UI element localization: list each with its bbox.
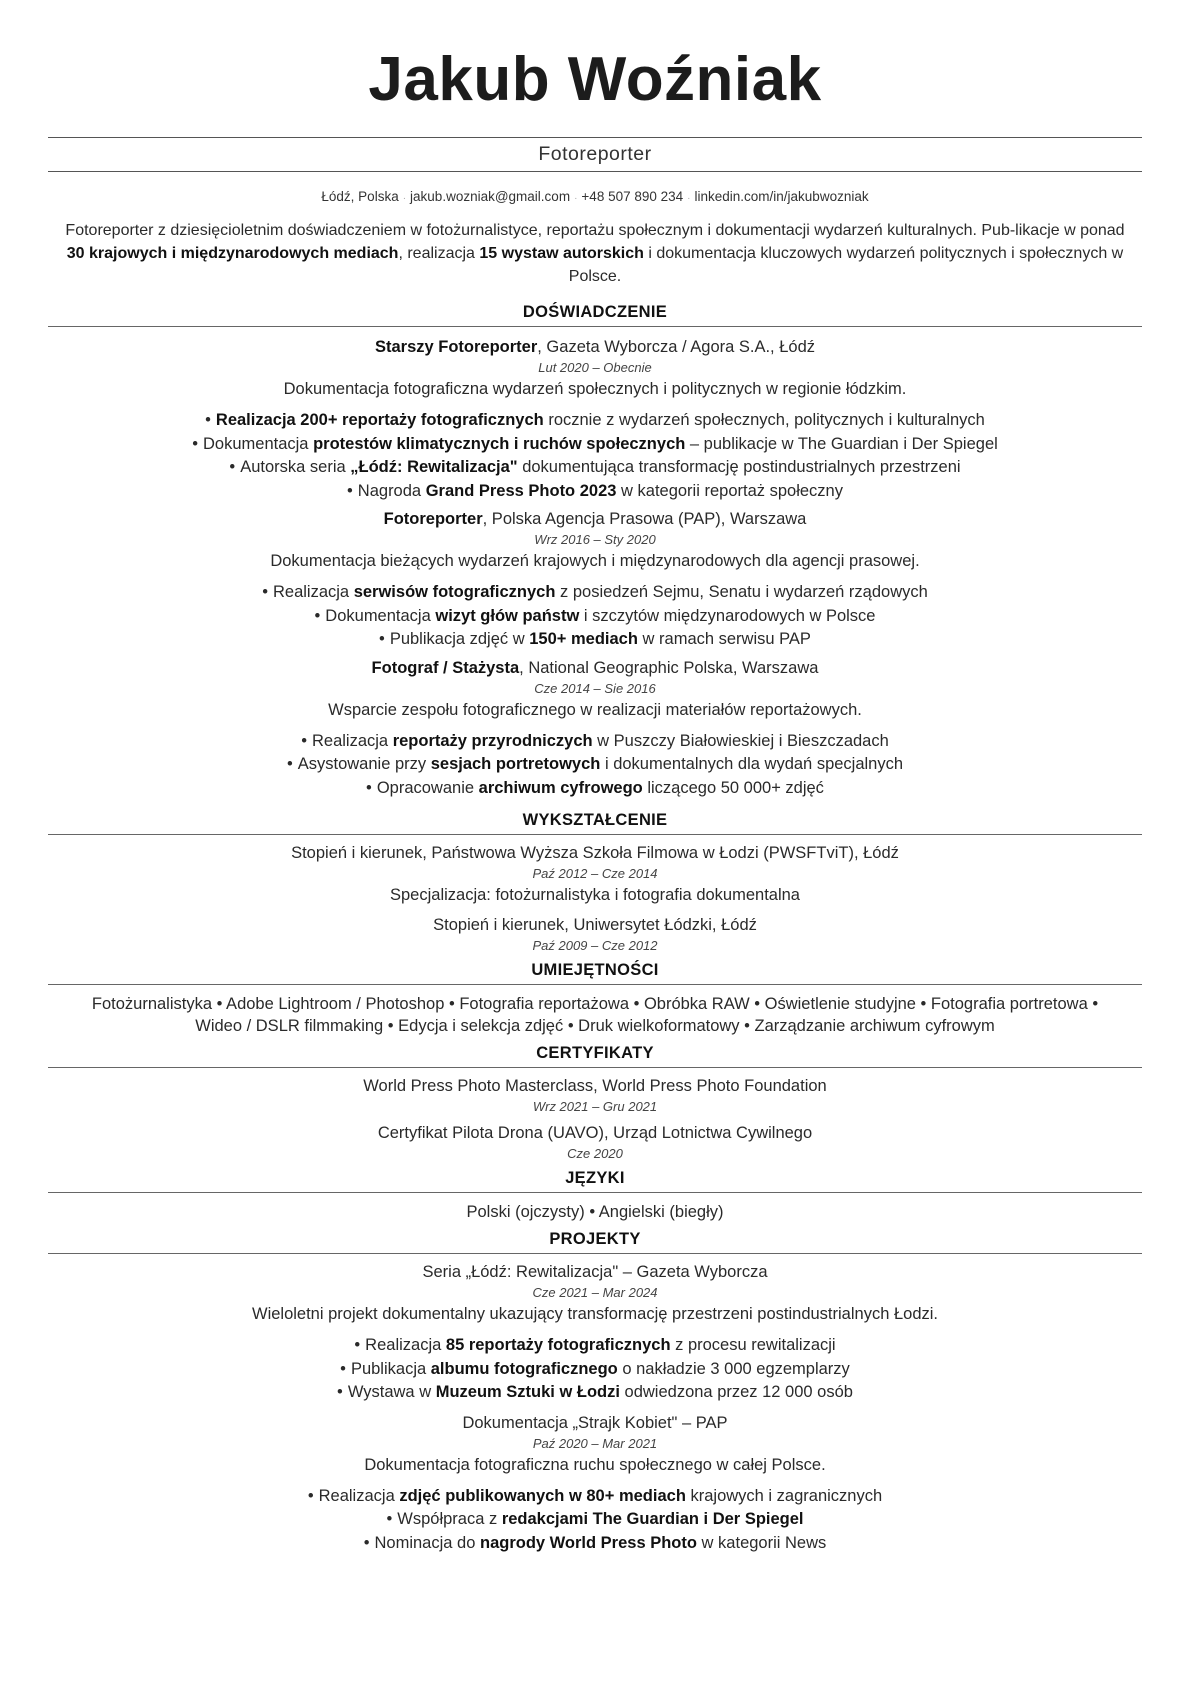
languages-list: Polski (ojczysty) • Angielski (biegły) [466,1203,724,1221]
cert-entry [48,1076,1142,1117]
experience-entry [48,337,1142,503]
summary-text: i dokumentacja kluczowych wydarzeń politycznych i społecznych w Polsce. [568,245,1124,285]
skills-line: Wideo / DSLR filmmaking • Edycja i selekcja zdjęć • Druk wielkoformatowy • Zarządzanie archiwum cyfrowym [195,1016,995,1035]
project-bullets [48,1334,1142,1405]
bullet-item: • Publikacja zdjęć w 150+ mediach w ramach serwisu PAP [48,628,1142,652]
person-name: Jakub Woźniak [368,45,822,114]
job-title: Fotoreporter [48,137,1142,172]
section-title-projects: PROJEKTY [48,1229,1142,1254]
experience-date: Cze 2014 – Sie 2016 [534,680,656,696]
cert-date: Wrz 2021 – Gru 2021 [532,1099,658,1114]
section-title-education: WYKSZTAŁCENIE [48,810,1142,835]
project-bullets [48,1485,1142,1556]
bullet-item: • Autorska seria „Łódź: Rewitalizacja" dokumentująca transformację postindustrialnych przestrzeni [48,456,1142,480]
contact-email[interactable]: jakub.wozniak@gmail.com [410,189,571,204]
summary-text: , realizacja [398,245,480,262]
experience-date: Wrz 2016 – Sty 2020 [534,532,656,547]
education-desc: Specjalizacja: fotożurnalistyka i fotografia dokumentalna [390,886,800,904]
bullet-item: • Asystowanie przy sesjach portretowych i dokumentalnych dla wydań specjalnych [48,753,1142,777]
bullet-item: • Współpraca z redakcjami The Guardian i Der Spiegel [48,1508,1142,1532]
bullet-item: • Realizacja zdjęć publikowanych w 80+ mediach krajowych i zagranicznych [48,1485,1142,1509]
cert-date: Cze 2020 [567,1146,623,1161]
bullet-item: • Wystawa w Muzeum Sztuki w Łodzi odwiedzona przez 12 000 osób [48,1381,1142,1405]
skills-line: Fotożurnalistyka • Adobe Lightroom / Photoshop • Fotografia reportażowa • Obróbka RAW • Oświetlenie studyjne • Fotografia portretowa • [91,995,1099,1013]
bullet-item: • Realizacja serwisów fotograficznych z posiedzeń Sejmu, Senatu i wydarzeń rządowych [48,581,1142,605]
cert-title: World Press Photo Masterclass, World Press Photo Foundation [363,1077,827,1095]
education-title: Stopień i kierunek, Uniwersytet Łódzki, Łódź [433,916,757,934]
project-entry [48,1262,1142,1405]
project-title: Seria „Łódź: Rewitalizacja" – Gazeta Wyborcza [422,1263,768,1281]
project-desc: Dokumentacja fotograficzna ruchu społecznego w całej Polsce. [364,1455,826,1474]
project-desc: Wieloletni projekt dokumentalny ukazujący transformację przestrzeni postindustrialnych Łodzi. [252,1305,938,1323]
experience-role [48,509,1142,530]
project-title: Dokumentacja „Strajk Kobiet" – PAP [462,1413,728,1432]
experience-desc: Wsparcie zespołu fotograficznego w realizacji materiałów reportażowych. [328,700,862,719]
role-title: Fotoreporter [383,510,483,528]
section-title-languages: JĘZYKI [48,1168,1142,1193]
cert-title: Certyfikat Pilota Drona (UAVO), Urząd Lotnictwa Cywilnego [377,1124,813,1142]
summary [56,219,1134,288]
project-date: Paź 2020 – Mar 2021 [532,1435,658,1451]
bullet-item: • Realizacja 85 reportaży fotograficznych z procesu rewitalizacji [48,1334,1142,1358]
bullet-item: • Dokumentacja protestów klimatycznych i ruchów społecznych – publikacje w The Guardian i Der Spiegel [48,433,1142,457]
experience-entry [48,658,1142,801]
bullet-item: • Nagroda Grand Press Photo 2023 w kategorii reportaż społeczny [48,480,1142,504]
experience-date: Lut 2020 – Obecnie [538,360,652,375]
summary-highlight: 15 wystaw autorskich [479,245,644,262]
bullet-item: • Realizacja 200+ reportaży fotograficznych rocznie z wydarzeń społecznych, politycznych i kulturalnych [48,409,1142,433]
role-title: Fotograf / Stażysta [371,658,520,677]
project-date: Cze 2021 – Mar 2024 [532,1285,658,1300]
role-org: , National Geographic Polska, Warszawa [519,658,819,677]
contact-line: Łódź, Polska · jakub.wozniak@gmail.com · +48 507 890 234 · linkedin.com/in/jakubwozniak [321,189,869,204]
section-title-experience: DOŚWIADCZENIE [48,302,1142,327]
role-org: , Polska Agencja Prasowa (PAP), Warszawa [482,510,807,528]
education-entry [48,915,1142,956]
cert-entry [48,1123,1142,1164]
bullet-item: • Nominacja do nagrody World Press Photo w kategorii News [48,1532,1142,1556]
summary-text: Fotoreporter z dziesięcioletnim doświadczeniem w fotożurnalistyce, reportażu społecznym i dokumentacji wydarzeń kulturalnych. Pub-likacje w ponad [65,222,1125,239]
experience-bullets [48,730,1142,801]
section-title-skills: UMIEJĘTNOŚCI [48,960,1142,985]
role-org: , Gazeta Wyborcza / Agora S.A., Łódź [537,338,816,356]
contact-location: Łódź, Polska [321,189,399,204]
experience-entry [48,509,1142,652]
section-title-certs: CERTYFIKATY [48,1043,1142,1068]
experience-role [48,658,1142,679]
bullet-item: • Dokumentacja wizyt głów państw i szczytów międzynarodowych w Polsce [48,605,1142,629]
experience-desc: Dokumentacja bieżących wydarzeń krajowych i międzynarodowych dla agencji prasowej. [270,552,920,570]
bullet-item: • Opracowanie archiwum cyfrowego liczącego 50 000+ zdjęć [48,777,1142,801]
education-entry [48,843,1142,907]
contact-phone[interactable]: +48 507 890 234 [581,189,684,204]
education-title: Stopień i kierunek, Państwowa Wyższa Szkoła Filmowa w Łodzi (PWSFTviT), Łódź [291,844,899,862]
skills-list [40,994,1150,1037]
summary-highlight: 30 krajowych i międzynarodowych mediach [66,245,399,262]
experience-desc: Dokumentacja fotograficzna wydarzeń społecznych i politycznych w regionie łódzkim. [283,380,907,398]
project-entry [48,1413,1142,1556]
experience-bullets [48,409,1142,503]
bullet-item: • Publikacja albumu fotograficznego o nakładzie 3 000 egzemplarzy [48,1358,1142,1382]
bullet-item: • Realizacja reportaży przyrodniczych w Puszczy Białowieskiej i Bieszczadach [48,730,1142,754]
contact-linkedin[interactable]: linkedin.com/in/jakubwozniak [694,189,869,204]
experience-role [48,337,1142,358]
education-date: Paź 2012 – Cze 2014 [532,866,658,881]
experience-bullets [48,581,1142,652]
education-date: Paź 2009 – Cze 2012 [532,938,658,953]
role-title: Starszy Fotoreporter [374,338,538,356]
